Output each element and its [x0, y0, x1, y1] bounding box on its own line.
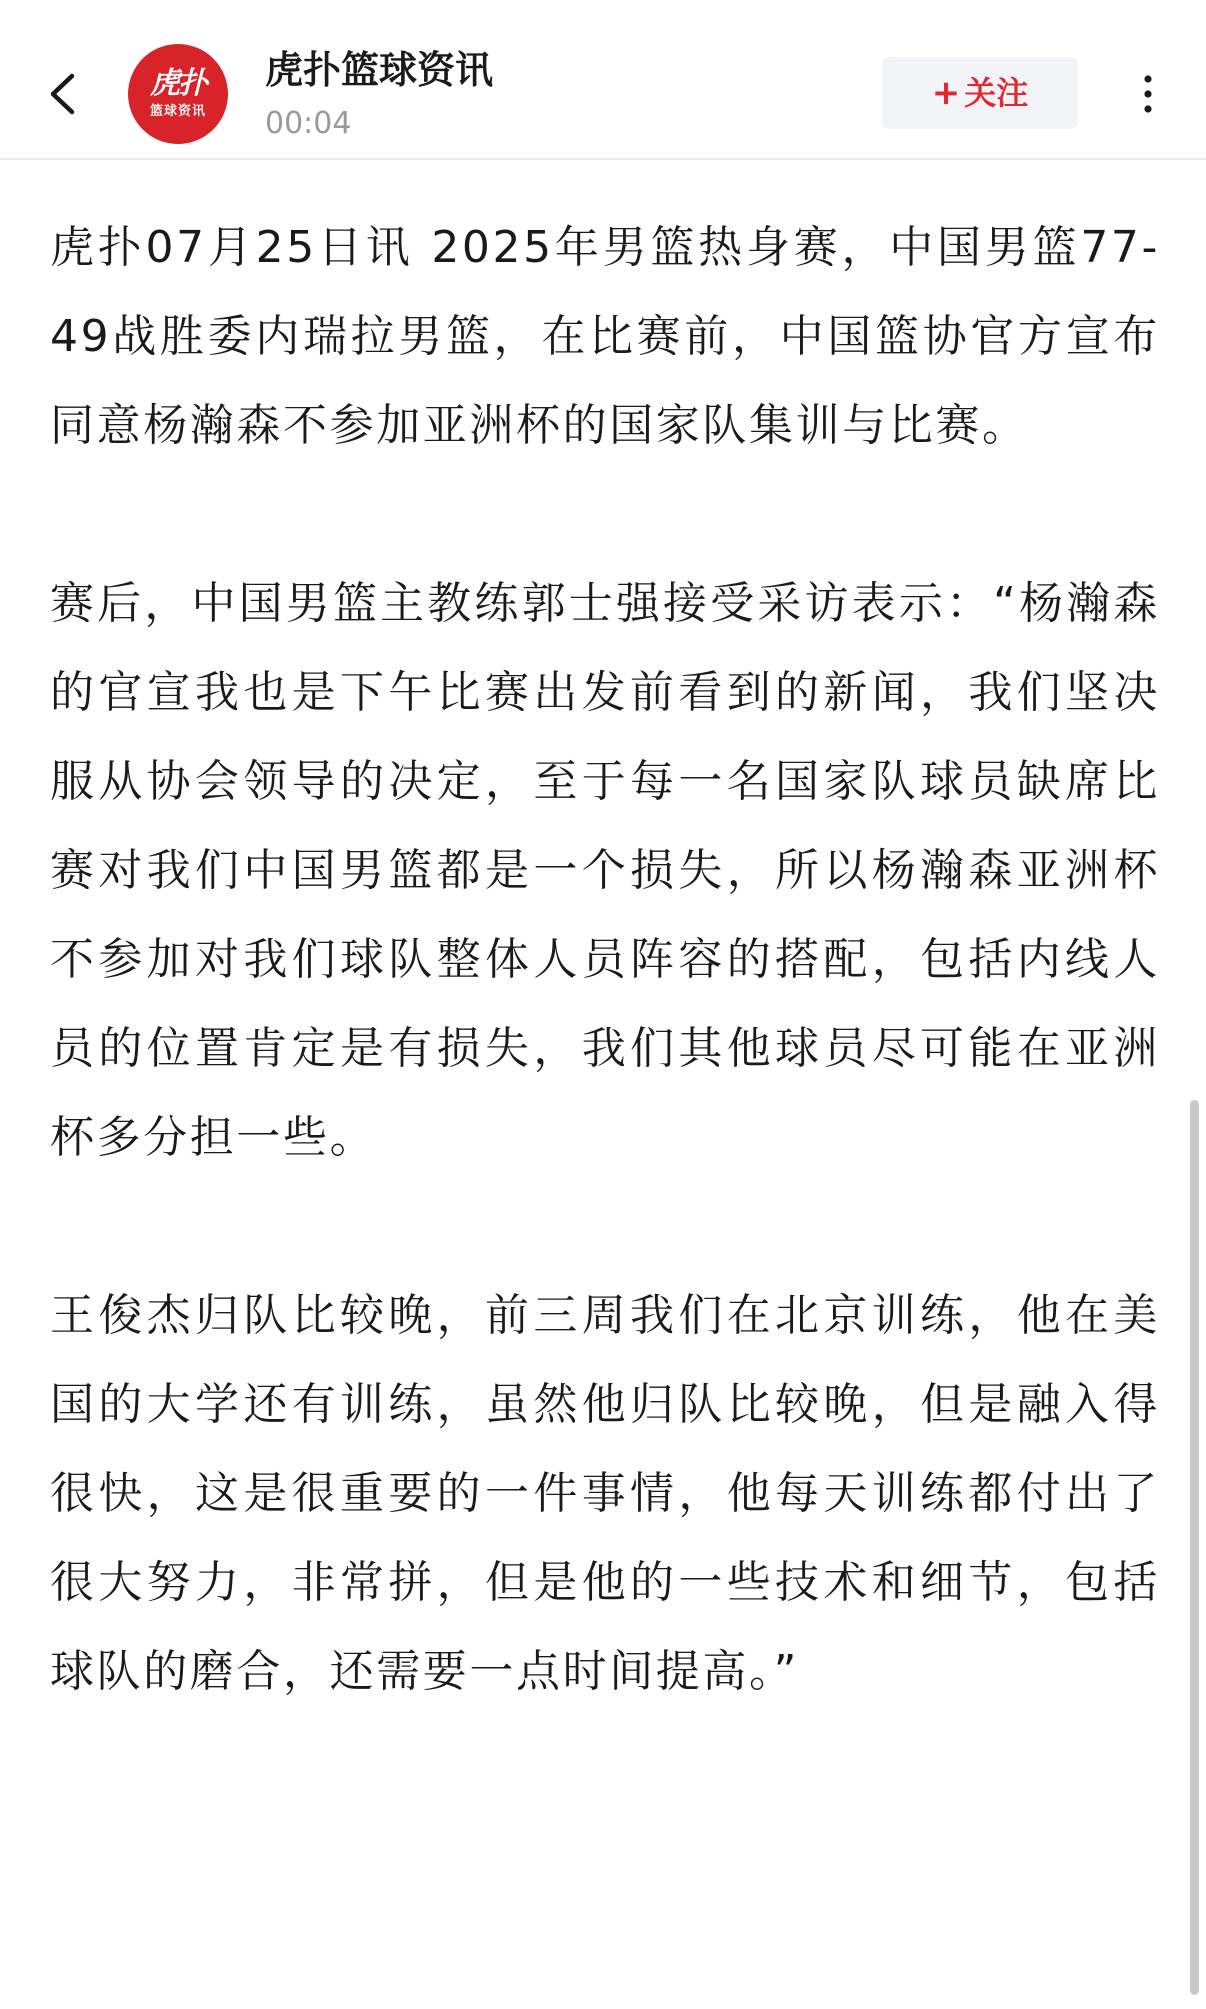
plus-icon: +: [931, 73, 961, 113]
top-bar: [0, 0, 1206, 160]
back-button[interactable]: [36, 58, 88, 130]
post-time: 00:04: [265, 106, 352, 141]
chevron-left-icon: [47, 72, 77, 116]
follow-button[interactable]: [882, 57, 1078, 129]
article-paragraph: 虎扑07月25日讯 2025年男篮热身赛，中国男篮77-49战胜委内瑞拉男篮，在比赛前，中国篮协官方宣布同意杨瀚森不参加亚洲杯的国家队集训与比赛。: [50, 222, 1160, 451]
article-paragraph: 赛后，中国男篮主教练郭士强接受采访表示：“杨瀚森的官宣我也是下午比赛出发前看到的新闻，我们坚决服从协会领导的决定，至于每一名国家队球员缺席比赛对我们中国男篮都是一个损失，所以杨瀚森亚洲杯不参加对我们球队整体人员阵容的搭配，包括内线人员的位置肯定是有损失，我们其他球员尽可能在亚洲杯多分担一些。: [50, 578, 1160, 1163]
more-vertical-icon: [1143, 74, 1153, 114]
more-button[interactable]: [1128, 68, 1168, 120]
scrollbar-thumb[interactable]: [1190, 1100, 1199, 1995]
article-paragraph: 王俊杰归队比较晚，前三周我们在北京训练，他在美国的大学还有训练，虽然他归队比较晚，但是融入得很快，这是很重要的一件事情，他每天训练都付出了很大努力，非常拼，但是他的一些技术和细节，包括球队的磨合，还需要一点时间提高。”: [50, 1290, 1160, 1697]
avatar-logo-subtext: 篮球资讯: [149, 104, 206, 119]
article-body: [50, 203, 1160, 1716]
account-name[interactable]: 虎扑篮球资讯: [265, 48, 494, 92]
avatar-logo-text: 虎扑: [150, 66, 206, 101]
account-avatar[interactable]: [128, 44, 228, 144]
follow-label: 关注: [964, 74, 1029, 112]
